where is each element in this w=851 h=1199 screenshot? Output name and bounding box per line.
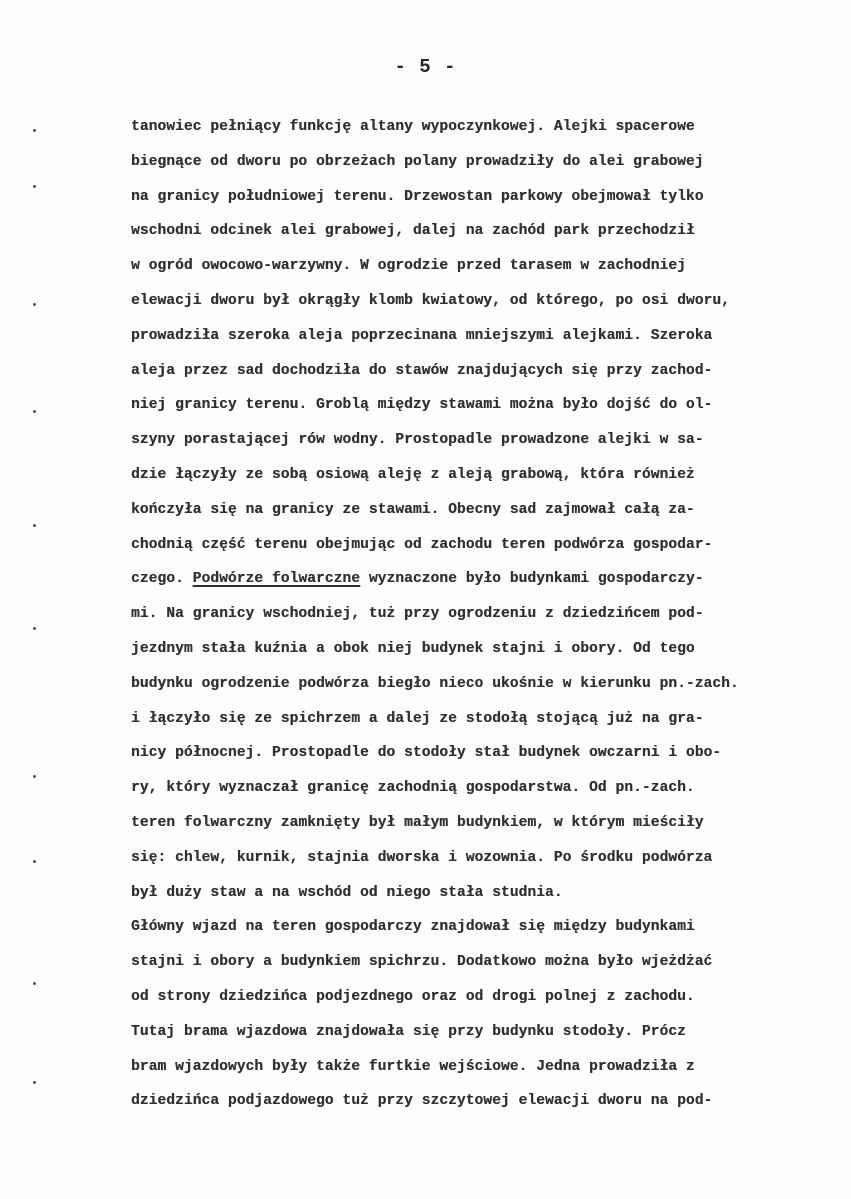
margin-mark — [33, 627, 36, 630]
text-line: stajni i obory a budynkiem spichrzu. Dodatkowo można było wjeżdżać — [131, 954, 713, 971]
text-line-with-underline — [131, 568, 831, 603]
text-segment: czego. — [131, 571, 193, 588]
text-line: teren folwarczny zamknięty był małym budynkiem, w którym mieściły — [131, 814, 704, 831]
text-line: się: chlew, kurnik, stajnia dworska i wozownia. Po środku podwórza — [131, 849, 713, 866]
text-line: chodnią część terenu obejmując od zachodu teren podwórza gospodar- — [131, 536, 713, 553]
text-line: niej granicy terenu. Groblą między stawami można było dojść do ol- — [131, 397, 713, 414]
body-text — [131, 116, 831, 1125]
text-line: prowadziła szeroka aleja poprzecinana mniejszymi alejkami. Szeroka — [131, 327, 713, 344]
page-number: - 5 - — [394, 56, 457, 78]
underlined-heading: Podwórze folwarczne — [192, 571, 361, 588]
text-line: ry, który wyznaczał granicę zachodnią gospodarstwa. Od pn.-zach. — [131, 780, 695, 797]
text-segment: wyznaczone było budynkami gospodarczy- — [360, 571, 704, 588]
text-line: dziedzińca podjazdowego tuż przy szczytowej elewacji dworu na pod- — [131, 1093, 713, 1110]
margin-mark — [33, 982, 36, 985]
text-line: mi. Na granicy wschodniej, tuż przy ogrodzeniu z dziedzińcem pod- — [131, 606, 704, 623]
text-line: wschodni odcinek alei grabowej, dalej na zachód park przechodził — [131, 223, 695, 240]
text-line: jezdnym stała kuźnia a obok niej budynek stajni i obory. Od tego — [131, 640, 695, 657]
margin-mark — [33, 524, 36, 527]
text-line: w ogród owocowo-warzywny. W ogrodzie przed tarasem w zachodniej — [131, 258, 686, 275]
text-line: szyny porastającej rów wodny. Prostopadle prowadzone alejki w sa- — [131, 432, 704, 449]
margin-mark — [33, 1081, 36, 1084]
text-line: biegnące od dworu po obrzeżach polany prowadziły do alei grabowej — [131, 153, 704, 170]
text-line: Tutaj brama wjazdowa znajdowała się przy budynku stodoły. Prócz — [131, 1023, 686, 1040]
text-line: Główny wjazd na teren gospodarczy znajdował się między budynkami — [131, 919, 695, 936]
margin-mark — [33, 303, 36, 306]
margin-mark — [33, 860, 36, 863]
text-line: aleja przez sad dochodziła do stawów znajdujących się przy zachod- — [131, 362, 713, 379]
text-line: i łączyło się ze spichrzem a dalej ze stodołą stojącą już na gra- — [131, 710, 704, 727]
text-line: od strony dziedzińca podjezdnego oraz od drogi polnej z zachodu. — [131, 988, 695, 1005]
margin-mark — [33, 185, 36, 188]
text-line: budynku ogrodzenie podwórza biegło nieco ukośnie w kierunku pn.-zach. — [131, 675, 739, 692]
text-line: bram wjazdowych były także furtkie wejściowe. Jedna prowadziła z — [131, 1058, 695, 1075]
margin-mark — [33, 775, 36, 778]
text-line: na granicy południowej terenu. Drzewostan parkowy obejmował tylko — [131, 188, 704, 205]
text-line: elewacji dworu był okrągły klomb kwiatowy, od którego, po osi dworu, — [131, 292, 730, 309]
text-line: tanowiec pełniący funkcję altany wypoczynkowej. Alejki spacerowe — [131, 119, 695, 135]
text-line: dzie łączyły ze sobą osiową aleję z aleją grabową, która również — [131, 466, 695, 483]
text-line: nicy północnej. Prostopadle do stodoły stał budynek owczarni i obo- — [131, 745, 722, 762]
text-line: był duży staw a na wschód od niego stała studnia. — [131, 884, 563, 901]
text-line: kończyła się na granicy ze stawami. Obecny sad zajmował całą za- — [131, 501, 695, 518]
margin-mark — [33, 410, 36, 413]
margin-mark — [33, 129, 36, 132]
